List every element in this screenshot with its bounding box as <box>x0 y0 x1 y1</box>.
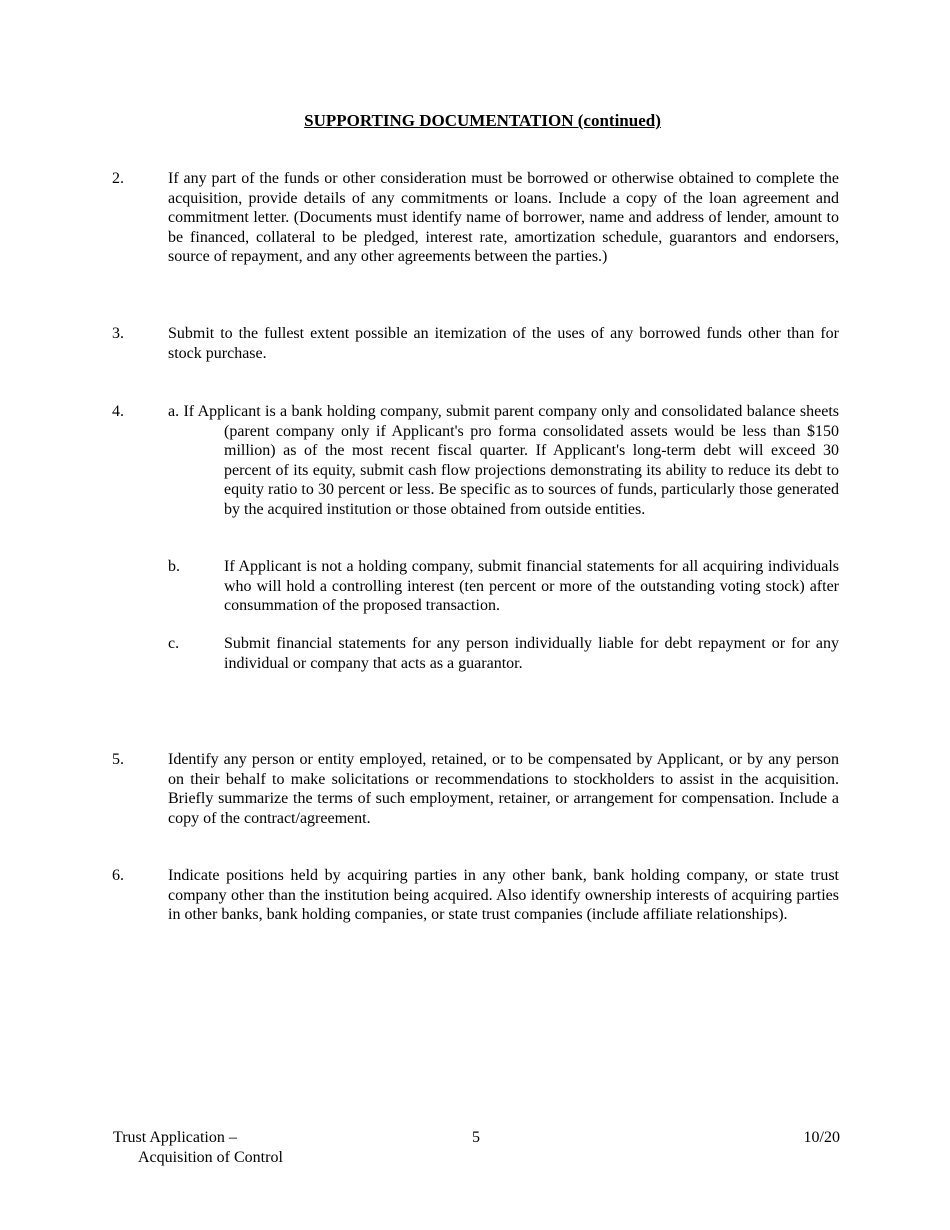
subitem-text: If Applicant is a bank holding company, submit parent company only and consolidated balance sheets (parent company only if Applicant's pro forma consolidated assets would be less than $150 million) as of the most recent fiscal quarter. If Applicant's long-term debt will exceed 30 percent of its equity, submit cash flow projections demonstrating its ability to reduce its debt to equity ratio to 30 percent or less. Be specific as to sources of funds, particularly those generated by the acquired institution or those obtained from outside entities. <box>183 403 840 518</box>
item-number: 6. <box>112 867 124 884</box>
footer-revision-date: 10/20 <box>803 1129 840 1146</box>
item-number: 4. <box>112 403 124 420</box>
item-6 <box>112 866 839 925</box>
item-number: 5. <box>112 751 124 768</box>
item-text: If any part of the funds or other consideration must be borrowed or otherwise obtained to complete the acquisition, provide details of any commitments or loans. Include a copy of the loan agreement and commitment letter. (Documents must identify name of borrower, name and address of lender, amount to be financed, collateral to be pledged, interest rate, amortization schedule, guarantors and endorsers, source of repayment, and any other agreements between the parties.) <box>168 170 839 265</box>
item-4a <box>168 402 839 519</box>
subitem-text: Submit financial statements for any person individually liable for debt repayment or for any individual or company that acts as a guarantor. <box>224 635 839 672</box>
item-3 <box>112 324 839 363</box>
item-4c <box>168 634 839 673</box>
subitem-label: c. <box>168 635 180 652</box>
item-4 <box>112 402 839 519</box>
item-text: Indicate positions held by acquiring parties in any other bank, bank holding company, or state trust company other than the institution being acquired. Also identify ownership interests of acquiring parties in other banks, bank holding companies, or state trust companies (include affiliate relationships). <box>168 867 839 923</box>
item-text: Identify any person or entity employed, retained, or to be compensated by Applicant, or by any person on their behalf to make solicitations or recommendations to stockholders to assist in the acquisition. Briefly summarize the terms of such employment, retainer, or arrangement for compensation. Include a copy of the contract/agreement. <box>168 751 839 827</box>
subitem-label: b. <box>168 558 180 575</box>
page-title: SUPPORTING DOCUMENTATION (continued) <box>304 111 661 130</box>
item-2 <box>112 169 839 267</box>
item-text: Submit to the fullest extent possible an itemization of the uses of any borrowed funds other than for stock purchase. <box>168 325 839 362</box>
footer-doc-title: Trust Application – Acquisition of Control <box>113 1129 283 1166</box>
item-5 <box>112 750 839 828</box>
item-number: 3. <box>112 325 124 342</box>
subitem-text: If Applicant is not a holding company, submit financial statements for all acquiring individuals who will hold a controlling interest (ten percent or more of the outstanding voting stock) after consummation of the proposed transaction. <box>224 558 839 614</box>
subitem-label: a. <box>168 403 180 420</box>
item-4b <box>168 557 839 616</box>
item-number: 2. <box>112 170 124 187</box>
footer-page-number: 5 <box>472 1129 480 1146</box>
